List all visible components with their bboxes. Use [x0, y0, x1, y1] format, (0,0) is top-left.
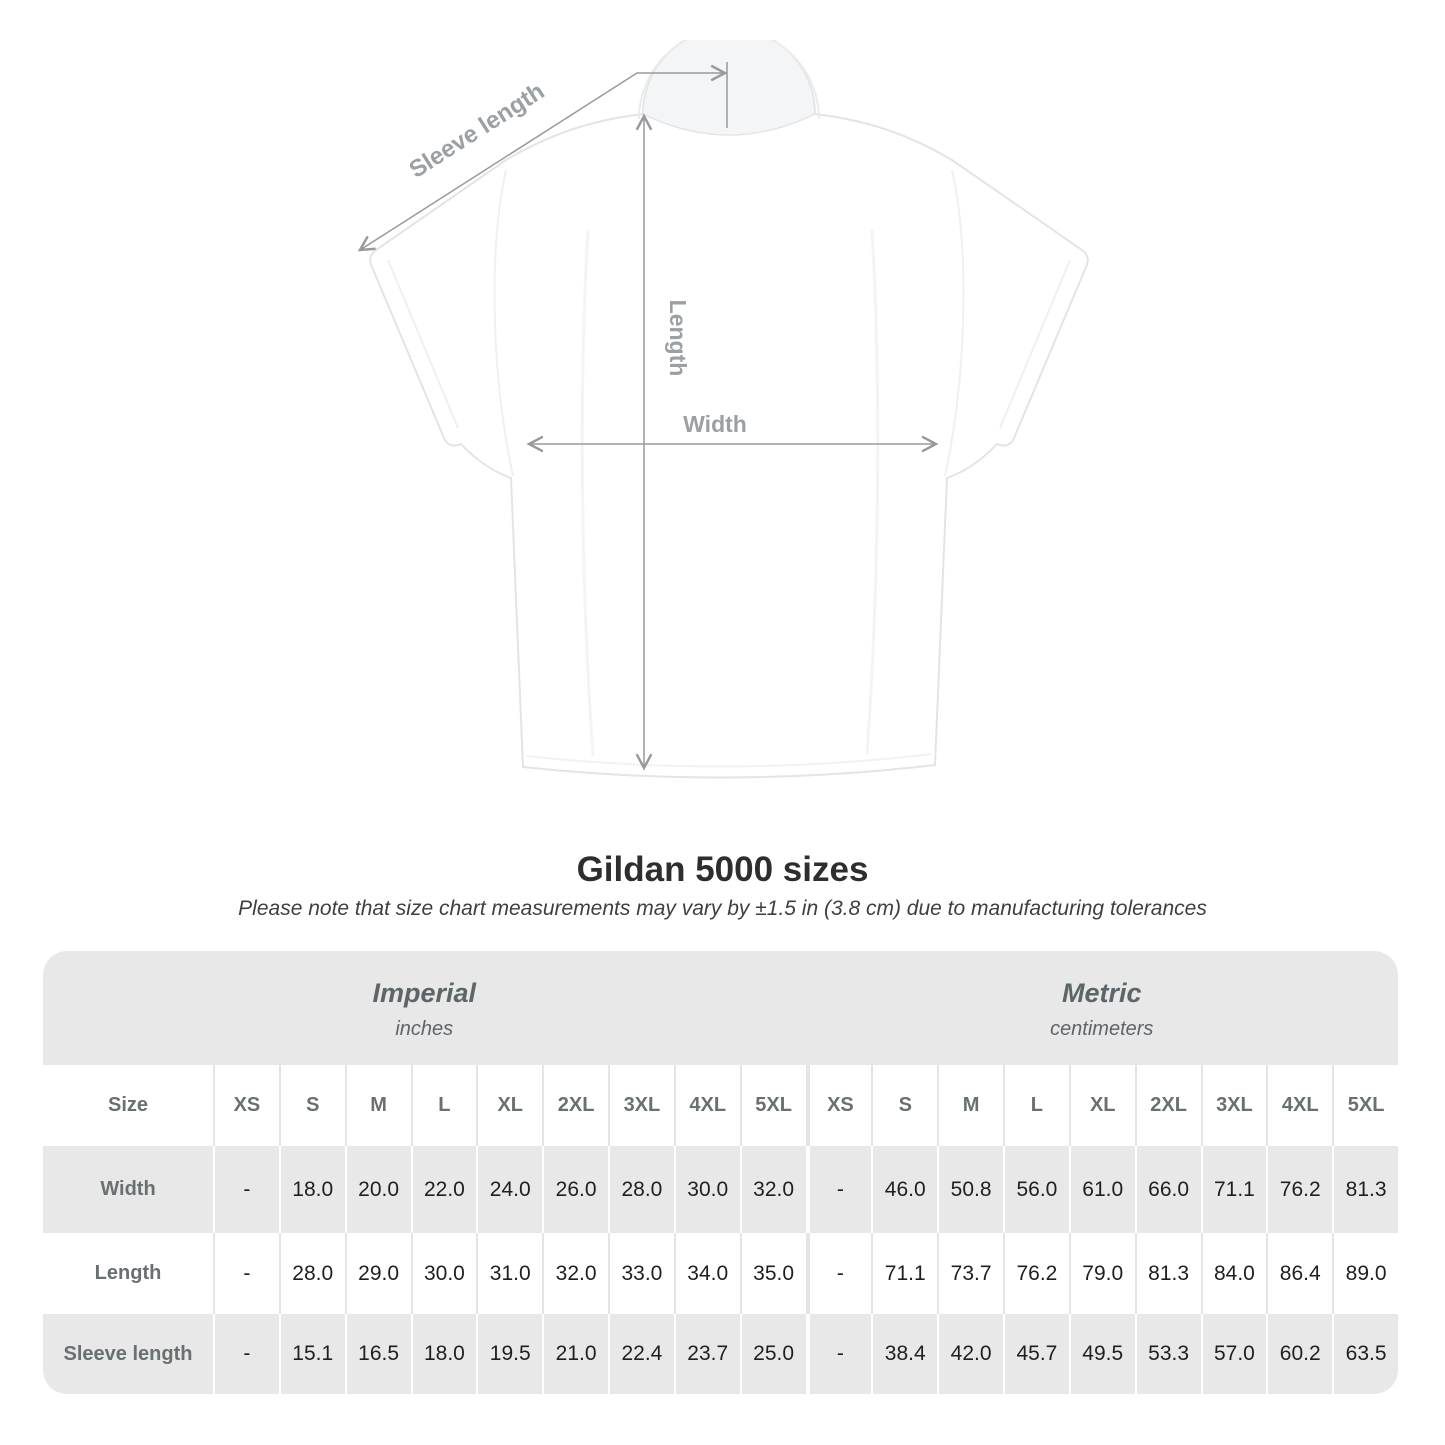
value-cell: 49.5 [1069, 1314, 1135, 1394]
value-cell: 57.0 [1201, 1314, 1267, 1394]
value-cell: 20.0 [345, 1146, 411, 1233]
value-cell: 26.0 [542, 1146, 608, 1233]
value-cell: 81.3 [1135, 1233, 1201, 1314]
sleeve-length-row [43, 1314, 1398, 1394]
tolerance-note: Please note that size chart measurements may vary by ±1.5 in (3.8 cm) due to manufacturing tolerances [238, 897, 1207, 920]
size-col-metric-s: S [871, 1065, 937, 1146]
value-cell: - [213, 1314, 279, 1394]
value-cell: 84.0 [1201, 1233, 1267, 1314]
collar-opening [643, 40, 815, 135]
value-cell: 89.0 [1332, 1233, 1398, 1314]
sleeve-length-label: Sleeve length [404, 77, 550, 184]
width-row [43, 1146, 1398, 1233]
value-cell: 19.5 [476, 1314, 542, 1394]
value-cell: 53.3 [1135, 1314, 1201, 1394]
value-cell: 46.0 [871, 1146, 937, 1233]
size-col-imperial-5xl: 5XL [740, 1065, 806, 1146]
value-cell: 22.0 [411, 1146, 477, 1233]
value-cell: 33.0 [608, 1233, 674, 1314]
value-cell: 29.0 [345, 1233, 411, 1314]
value-cell: - [806, 1146, 872, 1233]
sleeve-length-row-label: Sleeve length [63, 1342, 193, 1365]
unit-system-band [43, 951, 1398, 1065]
width-label: Width [683, 411, 747, 437]
width-row-label: Width [100, 1178, 156, 1200]
value-cell: 79.0 [1069, 1233, 1135, 1314]
value-cell: 35.0 [740, 1233, 806, 1314]
value-cell: 76.2 [1003, 1233, 1069, 1314]
value-cell: 16.5 [345, 1314, 411, 1394]
value-cell: 42.0 [937, 1314, 1003, 1394]
size-corner-label: Size [107, 1094, 149, 1116]
page-title: Gildan 5000 sizes [576, 850, 869, 889]
value-cell: 15.1 [279, 1314, 345, 1394]
size-col-imperial-2xl: 2XL [542, 1065, 608, 1146]
value-cell: 76.2 [1266, 1146, 1332, 1233]
value-cell: 28.0 [279, 1233, 345, 1314]
value-cell: 28.0 [608, 1146, 674, 1233]
value-cell: 31.0 [476, 1233, 542, 1314]
value-cell: 60.2 [1266, 1314, 1332, 1394]
size-col-imperial-m: M [345, 1065, 411, 1146]
imperial-label: Imperial [372, 977, 477, 1008]
size-col-metric-m: M [937, 1065, 1003, 1146]
length-row-label: Length [94, 1262, 162, 1284]
value-cell: 73.7 [937, 1233, 1003, 1314]
value-cell: 21.0 [542, 1314, 608, 1394]
size-col-imperial-3xl: 3XL [608, 1065, 674, 1146]
size-col-metric-5xl: 5XL [1332, 1065, 1398, 1146]
size-col-metric-4xl: 4XL [1266, 1065, 1332, 1146]
value-cell: 81.3 [1332, 1146, 1398, 1233]
size-col-imperial-l: L [411, 1065, 477, 1146]
size-col-imperial-xs: XS [213, 1065, 279, 1146]
metric-section-header [806, 951, 1399, 1065]
value-cell: 32.0 [740, 1146, 806, 1233]
value-cell: 66.0 [1135, 1146, 1201, 1233]
value-cell: 23.7 [674, 1314, 740, 1394]
value-cell: 18.0 [279, 1146, 345, 1233]
value-cell: 22.4 [608, 1314, 674, 1394]
size-col-imperial-xl: XL [476, 1065, 542, 1146]
value-cell: 30.0 [411, 1233, 477, 1314]
size-col-metric-l: L [1003, 1065, 1069, 1146]
size-col-metric-2xl: 2XL [1135, 1065, 1201, 1146]
value-cell: 38.4 [871, 1314, 937, 1394]
value-cell: 32.0 [542, 1233, 608, 1314]
value-cell: - [806, 1314, 872, 1394]
value-cell: 61.0 [1069, 1146, 1135, 1233]
value-cell: 25.0 [740, 1314, 806, 1394]
value-cell: 63.5 [1332, 1314, 1398, 1394]
value-cell: 18.0 [411, 1314, 477, 1394]
imperial-unit-label: inches [395, 1017, 454, 1040]
imperial-section-header [43, 951, 806, 1065]
length-row [43, 1233, 1398, 1314]
size-col-imperial-4xl: 4XL [674, 1065, 740, 1146]
value-cell: 86.4 [1266, 1233, 1332, 1314]
metric-label: Metric [1061, 977, 1142, 1008]
metric-unit-label: centimeters [1050, 1017, 1154, 1040]
value-cell: - [213, 1146, 279, 1233]
value-cell: - [806, 1233, 872, 1314]
size-table [43, 951, 1398, 1394]
tshirt-illustration [330, 40, 1110, 820]
value-cell: 24.0 [476, 1146, 542, 1233]
value-cell: 45.7 [1003, 1314, 1069, 1394]
value-cell: 71.1 [871, 1233, 937, 1314]
value-cell: 30.0 [674, 1146, 740, 1233]
tshirt-shape [370, 40, 1088, 778]
size-col-metric-xs: XS [806, 1065, 872, 1146]
size-col-imperial-s: S [279, 1065, 345, 1146]
size-header-row [43, 1065, 1398, 1146]
size-col-metric-xl: XL [1069, 1065, 1135, 1146]
value-cell: 50.8 [937, 1146, 1003, 1233]
size-col-metric-3xl: 3XL [1201, 1065, 1267, 1146]
value-cell: - [213, 1233, 279, 1314]
value-cell: 71.1 [1201, 1146, 1267, 1233]
value-cell: 56.0 [1003, 1146, 1069, 1233]
value-cell: 34.0 [674, 1233, 740, 1314]
length-label: Length [665, 299, 691, 377]
tshirt-diagram [330, 40, 1110, 820]
